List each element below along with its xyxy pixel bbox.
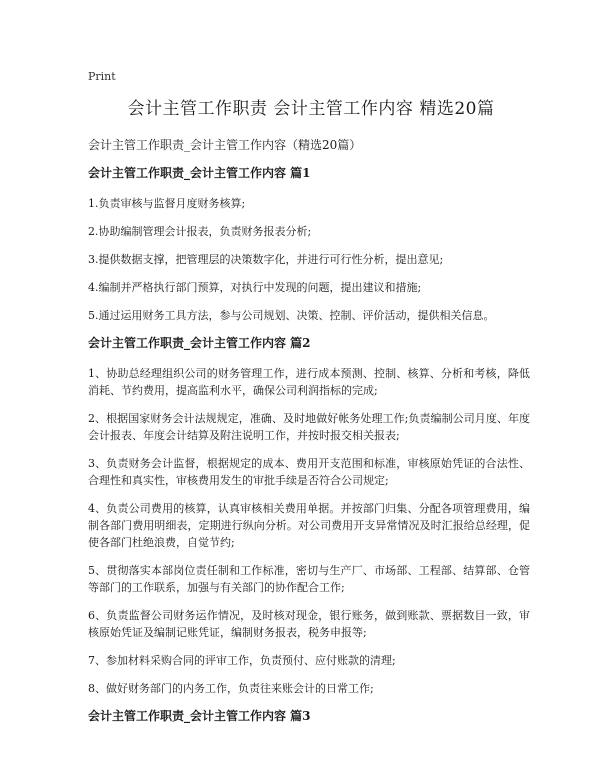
paragraph: 5、贯彻落实本部岗位责任制和工作标准，密切与生产厂、市场部、工程部、结算部、仓管等部门的工作联系，加强与有关部门的协作配合工作; — [88, 564, 530, 594]
section-3 — [88, 708, 530, 724]
section-heading: 会计主管工作职责_会计主管工作内容 篇3 — [88, 709, 311, 723]
paragraph: 7、参加材料采购合同的评审工作，负责预付、应付账款的清理; — [88, 654, 396, 667]
paragraph: 1.负责审核与监督月度财务核算; — [88, 197, 246, 210]
paragraph: 2.协助编制管理会计报表，负责财务报表分析; — [88, 225, 312, 238]
paragraph: 1、协助总经理组织公司的财务管理工作，进行成本预测、控制、核算、分析和考核，降低消耗、节约费用，提高监利水平，确保公司利润指标的完成; — [88, 367, 530, 397]
document-title: 会计主管工作职责 会计主管工作内容 精选20篇 — [127, 99, 495, 119]
section-heading: 会计主管工作职责_会计主管工作内容 篇2 — [88, 336, 311, 350]
document-subtitle: 会计主管工作职责_会计主管工作内容（精选20篇） — [88, 138, 362, 152]
paragraph: 4、负责公司费用的核算，认真审核相关费用单据。并按部门归集、分配各项管理费用，编制各部门费用明细表，定期进行纵向分析。对公司费用开支异常情况及时汇报给总经理，促使各部门杜绝浪费，自觉节约; — [88, 502, 530, 549]
paragraph: 8、做好财务部门的内务工作，负责往来账会计的日常工作; — [88, 682, 374, 695]
print-label: Print — [88, 70, 116, 83]
paragraph: 4.编制并严格执行部门预算，对执行中发现的问题，提出建议和措施; — [88, 281, 422, 294]
section-1 — [88, 165, 530, 324]
paragraph: 5.通过运用财务工具方法，参与公司规划、决策、控制、评价活动，提供相关信息。 — [88, 309, 495, 322]
paragraph: 3、负责财务会计监督，根据规定的成本、费用开支范围和标准，审核原始凭证的合法性、合理性和真实性，审核费用发生的审批手续是否符合公司规定; — [88, 457, 530, 487]
paragraph: 3.提供数据支撑，把管理层的决策数字化，并进行可行性分析，提出意见; — [88, 253, 444, 266]
section-heading: 会计主管工作职责_会计主管工作内容 篇1 — [88, 166, 311, 180]
paragraph: 2、根据国家财务会计法规规定，准确、及时地做好帐务处理工作;负责编制公司月度、年度会计报表、年度会计结算及附注说明工作，并按时报交相关报表; — [88, 412, 530, 442]
section-2 — [88, 335, 530, 697]
paragraph: 6、负责监督公司财务运作情况，及时核对现金，银行账务，做到账款、票据数目一致，审核原始凭证及编制记账凭证，编制财务报表，税务申报等; — [88, 609, 530, 639]
